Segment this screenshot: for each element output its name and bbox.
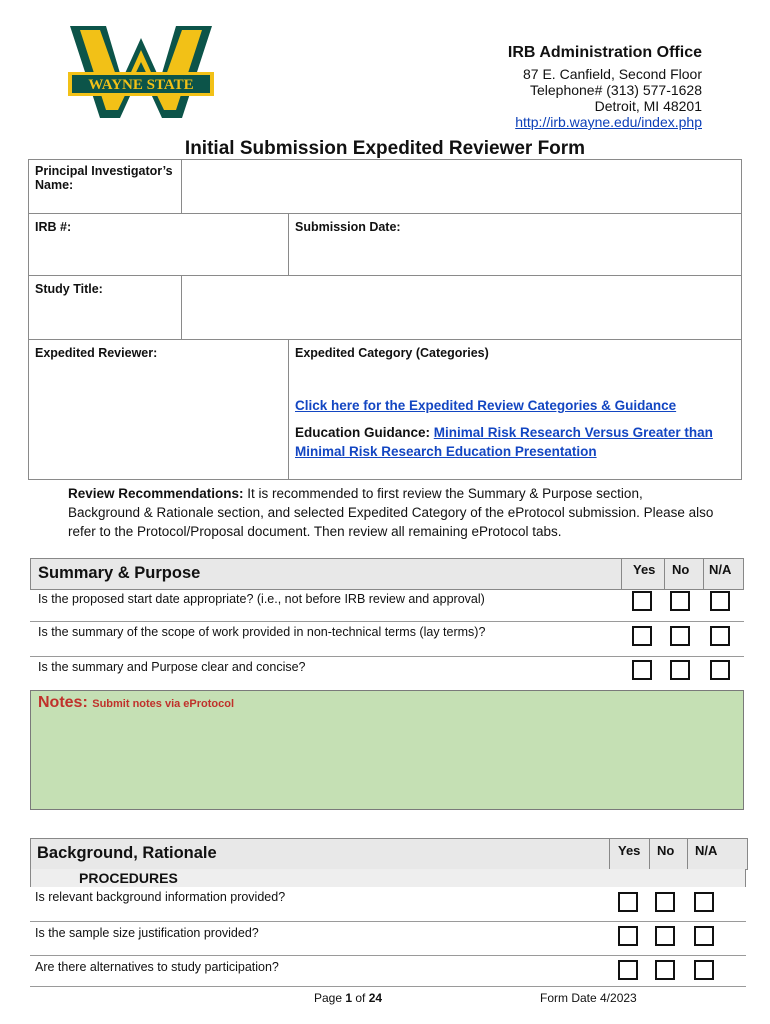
irb-number-field[interactable] [29,214,289,276]
recommendations-text: It is recommended to first review the Summary & Purpose section, Background & Rationale section, and selected Expedited Category of the eProtocol submission. Please also refer to the Protocol/Proposal document. Then review all remaining eProtocol tabs. [68,486,714,539]
procedures-subheader [30,869,746,887]
review-recommendations [68,484,718,541]
background-no-header: No [657,843,675,858]
background-q1-na-checkbox[interactable] [694,892,714,912]
office-name: IRB Administration Office [507,44,702,61]
background-section-header [30,838,748,870]
expedited-reviewer-field[interactable] [29,340,289,480]
office-city: Detroit, MI 48201 [594,98,702,114]
background-q1-yes-checkbox[interactable] [618,892,638,912]
background-yes-header: Yes [618,843,641,858]
summary-q1-no-checkbox[interactable] [670,591,690,611]
irb-label: IRB #: [35,220,72,234]
expedited-category-label: Expedited Category (Categories) [295,346,489,360]
summary-yes-header: Yes [633,562,656,577]
submission-date-field[interactable] [289,214,742,276]
summary-section-header [30,558,744,590]
summary-question-1: Is the proposed start date appropriate? (i.e., not before IRB review and approval) [38,592,485,606]
summary-q2-na-checkbox[interactable] [710,626,730,646]
page-number: Page 1 of 24 [314,991,383,1005]
summary-q1-yes-checkbox[interactable] [632,591,652,611]
expedited-categories-link[interactable]: Click here for the Expedited Review Categories & Guidance [295,398,677,413]
submission-info-table [28,159,742,480]
office-block [508,44,702,130]
office-phone: Telephone# (313) 577-1628 [529,82,702,98]
background-q3-na-checkbox[interactable] [694,960,714,980]
office-address: 87 E. Canfield, Second Floor [523,66,702,82]
form-title: Initial Submission Expedited Reviewer Form [184,138,586,159]
summary-q1-na-checkbox[interactable] [710,591,730,611]
expedited-category-cell [289,340,742,480]
background-question-3: Are there alternatives to study participation? [35,960,279,974]
recommendations-label: Review Recommendations: [68,486,244,501]
wayne-state-logo [66,20,216,120]
procedures-label: PROCEDURES [79,870,178,886]
summary-title: Summary & Purpose [38,564,201,582]
background-q2-no-checkbox[interactable] [655,926,675,946]
background-na-header: N/A [695,843,718,858]
summary-q2-no-checkbox[interactable] [670,626,690,646]
background-question-row [30,887,746,922]
summary-q2-yes-checkbox[interactable] [632,626,652,646]
summary-notes-box[interactable] [30,690,744,810]
logo-text: WAYNE STATE [88,77,194,93]
form-date: Form Date 4/2023 [540,991,637,1005]
submission-date-label: Submission Date: [295,220,401,234]
summary-question-row [30,589,744,622]
study-title-field[interactable] [182,276,742,340]
summary-question-row [30,622,744,657]
background-q2-yes-checkbox[interactable] [618,926,638,946]
office-url-link[interactable]: http://irb.wayne.edu/index.php [515,114,702,130]
background-q2-na-checkbox[interactable] [694,926,714,946]
summary-q3-yes-checkbox[interactable] [632,660,652,680]
expedited-reviewer-label: Expedited Reviewer: [35,346,158,360]
background-q3-yes-checkbox[interactable] [618,960,638,980]
background-q1-no-checkbox[interactable] [655,892,675,912]
summary-no-header: No [672,562,690,577]
summary-question-2: Is the summary of the scope of work provided in non-technical terms (lay terms)? [38,625,486,639]
background-question-row [30,922,746,956]
education-guidance-label: Education Guidance: [295,425,434,440]
summary-question-row [30,657,744,689]
pi-label: Principal Investigator’s Name: [29,160,182,214]
background-question-1: Is relevant background information provided? [35,890,286,904]
study-title-label: Study Title: [29,276,182,340]
notes-instruction: Submit notes via eProtocol [92,698,235,710]
pi-name-field[interactable] [182,160,742,214]
background-q3-no-checkbox[interactable] [655,960,675,980]
summary-na-header: N/A [709,562,732,577]
summary-question-3: Is the summary and Purpose clear and concise? [38,660,306,674]
summary-q3-no-checkbox[interactable] [670,660,690,680]
notes-label: Notes: [38,694,88,711]
education-presentation-link[interactable]: Minimal Risk Research Versus Greater than Minimal Risk Research Education Presentation [295,425,713,459]
summary-q3-na-checkbox[interactable] [710,660,730,680]
background-title: Background, Rationale [37,844,217,862]
background-question-row [30,956,746,987]
background-question-2: Is the sample size justification provided? [35,926,259,940]
